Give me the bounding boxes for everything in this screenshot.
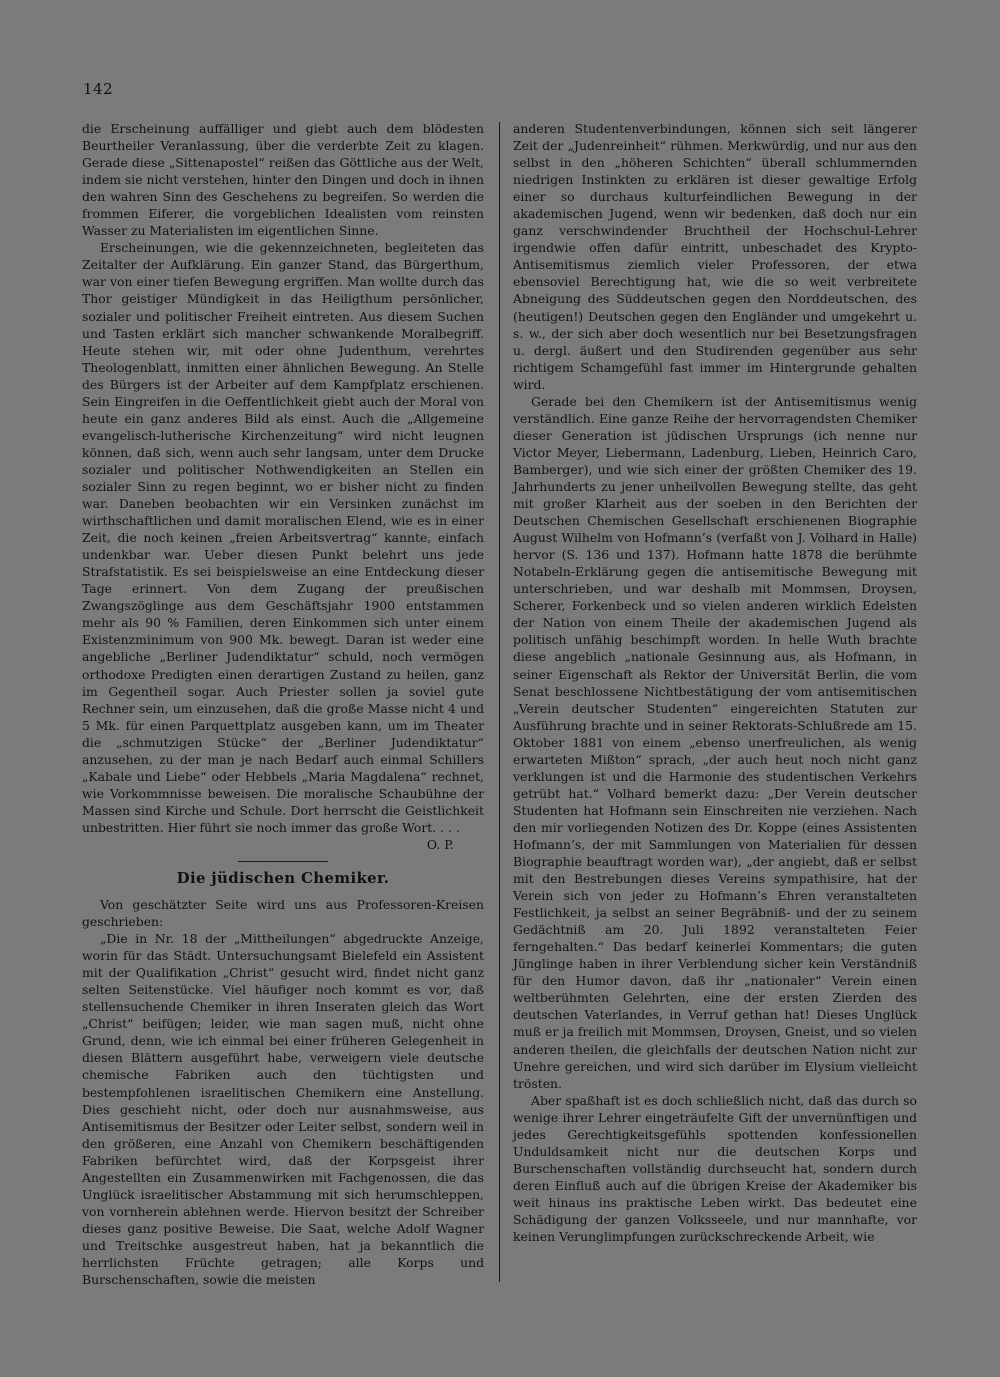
paragraph: Aber spaßhaft ist es doch schließlich nicht, daß das durch so wenige ihrer Lehrer eingeträufelte Gift der unvernünftigen und jedes Gerechtigkeitsgefühls spottenden konfessionellen Unduldsamkeit nicht nur die deutschen Korps und Burschenschaften vollständig durchseucht hat, sondern durch deren Einfluß auch auf die übrigen Kreise der Akademiker bis weit hinaus ins praktische Leben wirkt. Das bedeutet eine Schädigung der ganzen Volksseele, und nur mannhafte, vor keinen Verunglimpfungen zurückschreckende Arbeit, wie: [513, 1092, 917, 1245]
section-divider: [238, 861, 328, 862]
paragraph: Von geschätzter Seite wird uns aus Professoren-Kreisen geschrieben:: [82, 897, 484, 930]
paragraph: anderen Studentenverbindungen, können sich seit längerer Zeit der „Judenreinheit“ rühmen. Merkwürdig, und nur aus den selbst in den „höheren Schichten“ überall schlummernden niedrigen Instinkten zu erklären ist dieser gewaltige Erfolg einer so durchaus kulturfeindlichen Bewegung in der akademischen Jugend, wenn wir bedenken, daß doch nur ein ganz verschwindender Bruchtheil der Hochschul-Lehrer irgendwie offen dafür eintritt, unbeschadet des Krypto-Antisemitismus ziemlich vieler Professoren, der etwa ebensoviel Berechtigung hat, wie die so weit verbreitete Abneigung des Süddeutschen gegen den Norddeutschen, des (heutigen!) Deutschen gegen den Engländer und umgekehrt u. s. w., der sich aber doch wesentlich nur bei Besetzungsfragen u. dergl. äußert und den Studirenden gegenüber aus sehr richtigem Schamgefühl fast immer im Hintergrunde gehalten wird.: [513, 121, 917, 392]
paragraph: [82, 239, 484, 852]
left-column: [82, 120, 484, 1288]
paragraph: Gerade bei den Chemikern ist der Antisemitismus wenig verständlich. Eine ganze Reihe der hervorragendsten Chemiker dieser Generation ist jüdischen Ursprungs (ich nenne nur Victor Meyer, Liebermann, Ladenburg, Lieben, Heinrich Caro, Bamberger), und wie sich einer der größten Chemiker des 19. Jahrhunderts zu jener unheilvollen Bewegung stellte, das geht mit großer Klarheit aus der soeben in den Berichten der Deutschen Chemischen Gesellschaft erschienenen Biographie August Wilhelm von Hofmann’s (verfaßt von J. Volhard in Halle) hervor (S. 136 und 137). Hofmann hatte 1878 die berühmte Notabeln-Erklärung gegen die antisemitische Bewegung mit unterschrieben, und war deshalb mit Mommsen, Droysen, Scherer, Forkenbeck und so vielen anderen wirklich Edelsten der Nation von einem Theile der akademischen Jugend als politisch unfähig beschimpft worden. In helle Wuth brachte diese angeblich „nationale Gesinnung aus, als Hofmann, in seiner Eigenschaft als Rektor der Universität Berlin, die vom Senat beschlossene Nichtbestätigung der vom antisemitischen „Verein deutscher Studenten“ eingereichten Statuten zur Ausführung brachte und in seiner Rektorats-Schlußrede am 15. Oktober 1881 von einem „ebenso unerfreulichen, als wenig erwarteten Mißton“ sprach, „der auch heut noch nicht ganz verklungen ist und die Harmonie des studentischen Verkehrs getrübt hat.“ Volhard bemerkt dazu: „Der Verein deutscher Studenten hat Hofmann sein Einschreiten nie verziehen. Nach den mir vorliegenden Notizen des Dr. Koppe (eines Assistenten Hofmann’s, der mit Sammlungen von Materialien für dessen Biographie beauftragt worden war), „der angiebt, daß er selbst mit den Bestrebungen dieses Vereins sympathisire, hat der Verein sich von jeder zu Hofmann’s Ehren veranstalteten Festlichkeit, ja selbst an seiner Begräbniß- und der zu seinem Gedächtniß am 20. Juli 1892 veranstalteten Feier ferngehalten.“ Das bedarf keinerlei Kommentars; die guten Jünglinge haben in ihrer Verblendung sicher kein Verständniß für den Humor davon, daß ihr „nationaler“ Verein einen weltberühmten Gelehrten, eine der ersten Zierden des deutschen Vaterlandes, in Verruf gethan hat! Dieses Unglück muß er ja freilich mit Mommsen, Droysen, Gneist, und so vielen anderen theilen, die gleichfalls der deutschen Nation nicht zur Unehre gereichen, und wird sich darüber im Elysium vielleicht trösten.: [513, 393, 917, 1091]
column-rule: [499, 122, 500, 1282]
page-number: 142: [83, 80, 114, 98]
paragraph: die Erscheinung auffälliger und giebt auch dem blödesten Beurtheiler Veranlassung, über die verderbte Zeit zu klagen. Gerade diese „Sittenapostel“ reißen das Göttliche aus der Welt, indem sie nicht verstehen, hinter den Dingen und doch in ihnen den wahren Sinn des Geschehens zu begreifen. So werden die frommen Eiferer, die vorgeblichen Idealisten vom reinsten Wasser zu Materialisten im eigentlichen Sinne.: [82, 121, 484, 239]
section-heading: Die jüdischen Chemiker.: [176, 869, 390, 888]
paragraph-text: Erscheinungen, wie die gekennzeichneten, begleiteten das Zeitalter der Aufklärung. Ein ganzer Stand, das Bürgerthum, war von einer tiefen Bewegung ergriffen. Man wollte durch das Thor geistiger Mündigkeit in das Heiligthum persönlicher, sozialer und politischer Freiheit eintreten. Aus diesem Suchen und Tasten erklärt sich mancher schwankende Moralbegriff. Heute stehen wir, mit oder ohne Judenthum, verehrtes Theologenblatt, inmitten einer ähnlichen Bewegung. An Stelle des Bürgers ist der Arbeiter auf dem Kampfplatz erschienen. Sein Eingreifen in die Oeffentlichkeit giebt auch der Moral von heute ein ganz anderes Bild als einst. Auch die „Allgemeine evangelisch-lutherische Kirchenzeitung“ wird nicht leugnen können, daß sich, wenn auch sehr langsam, unter dem Drucke sozialer und politischer Nothwendigkeiten an Stellen ein sozialer Sinn zu regen beginnt, wo er bisher nicht zu finden war. Daneben beobachten wir ein Versinken zunächst im wirthschaftlichen und damit moralischen Elend, wie es in einer Zeit, die noch keinen „freien Arbeitsvertrag“ kannte, einfach undenkbar war. Ueber diesen Punkt belehrt uns jede Strafstatistik. Es sei beispielsweise an eine Entdeckung dieser Tage erinnert. Von dem Zugang der preußischen Zwangszöglinge aus dem Geschäftsjahr 1900 entstammen mehr als 90 % Familien, deren Einkommen sich unter einem Existenzminimum von 900 Mk. bewegt. Daran ist weder eine angebliche „Berliner Judendiktatur“ schuld, noch vermögen orthodoxe Predigten einen derartigen Zustand zu heilen, ganz im Gegentheil sogar. Auch Priester sollen ja soviel gute Rechner sein, um einzusehen, daß die große Masse nicht 4 und 5 Mk. für einen Parquettplatz ausgeben kann, um im Theater die „schmutzigen Stücke“ der „Berliner Judendiktatur“ anzusehen, zu der man je nach Bedarf auch einmal Schillers „Kabale und Liebe“ oder Hebbels „Maria Magdalena“ rechnet, wie Vorkommnisse beweisen. Die moralische Schaubühne der Massen sind Kirche und Schule. Dort herrscht die Geistlichkeit unbestritten. Hier führt sie noch immer das große Wort. . . .: [82, 240, 484, 835]
signature: O. P.: [426, 836, 454, 852]
paragraph: „Die in Nr. 18 der „Mittheilungen“ abgedruckte Anzeige, worin für das Städt. Untersuchungsamt Bielefeld ein Assistent mit der Qualifikation „Christ“ gesucht wird, findet nicht ganz selten Seitenstücke. Viel häufiger noch kommt es vor, daß stellensuchende Chemiker in ihren Inseraten gleich das Wort „Christ“ beifügen; leider, wie man sagen muß, nicht ohne Grund, denn, wie ich einmal bei einer früheren Gelegenheit in diesen Blättern ausgeführt habe, verweigern viele deutsche chemische Fabriken auch den tüchtigsten und bestempfohlenen israelitischen Chemikern eine Anstellung. Dies geschieht nicht, oder doch nur ausnahmsweise, aus Antisemitismus der Besitzer oder Leiter selbst, sondern weil in den größeren, eine Anzahl von Chemikern beschäftigenden Fabriken befürchtet wird, daß der Korpsgeist ihrer Angestellten ein Zusammenwirken mit Fachgenossen, die das Unglück israelitischer Abstammung mit sich herumschleppen, von vornherein ablehnen werde. Hiervon besitzt der Schreiber dieses ganz positive Beweise. Die Saat, welche Adolf Wagner und Treitschke ausgestreut haben, hat ja bekanntlich die herrlichsten Früchte getragen; alle Korps und Burschenschaften, sowie die meisten: [82, 931, 484, 1288]
right-column: [513, 120, 917, 1245]
